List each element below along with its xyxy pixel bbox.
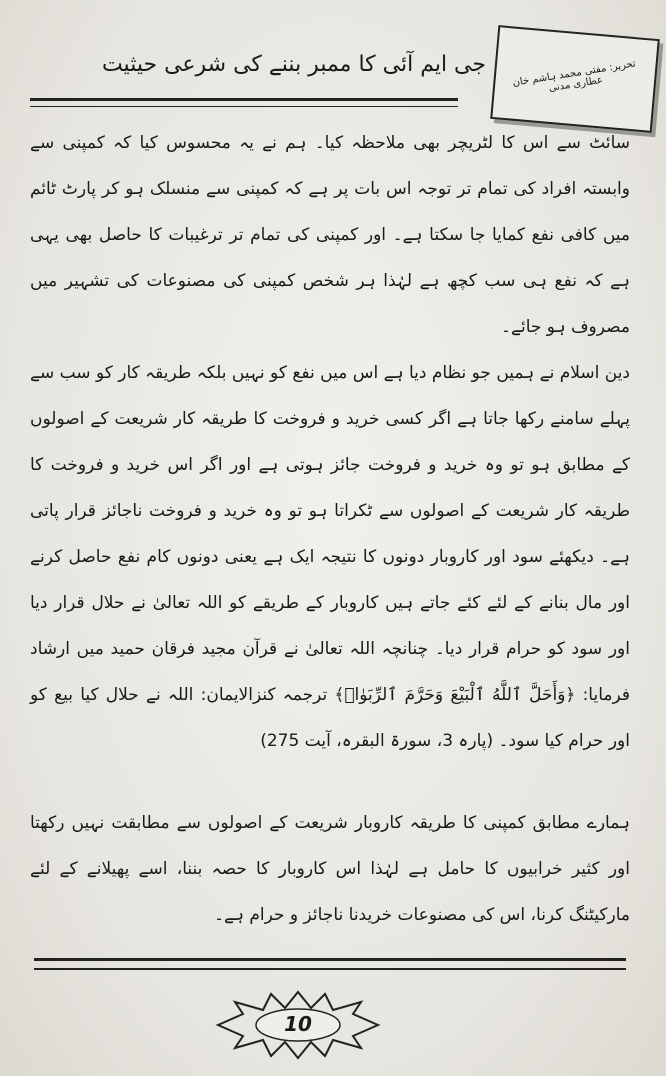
paragraph: سائٹ سے اس کا لٹریچر بھی ملاحظہ کیا۔ ہم نے یہ محسوس کیا کہ کمپنی سے وابستہ افراد کی تمام تر توجہ اس بات پر ہے کہ کمپنی سے منسلک ہو کر پارٹ ٹائم میں کافی نفع کمایا جا سکتا ہے۔ اور کمپنی کی تمام تر ترغیبات کا حاصل بھی یہی ہے کہ نفع ہی سب کچھ ہے لہٰذا ہر شخص کمپنی کی مصنوعات کی تشہیر میں مصروف ہو جائے۔ [30,133,630,337]
running-title: جی ایم آئی کا ممبر بننے کی شرعی حیثیت [101,52,486,77]
paragraph: دین اسلام نے ہمیں جو نظام دیا ہے اس میں نفع کو نہیں بلکہ طریقہ کار کو سب سے پہلے سامنے رکھا جاتا ہے اگر کسی خرید و فروخت کا طریقہ کار شریعت کے اصولوں کے مطابق ہو تو وہ خرید و فروخت جائز ہوتی ہے اور اگر اس خرید و فروخت کا طریقہ کار شریعت کے اصولوں سے ٹکراتا ہو تو وہ خرید و فروخت ناجائز قرار پاتی ہے۔ دیکھئے سود اور کاروبار دونوں کا نتیجہ ایک ہے یعنی دونوں کام نفع حاصل کرنے اور مال بنانے کے لئے کئے جاتے ہیں کاروبار کے طریقے کو اللہ تعالیٰ نے حلال قرار دیا اور سود کو حرام قرار دیا۔ چنانچہ اللہ تعالیٰ نے قرآن مجید فرقان حمید میں ارشاد فرمایا: ﴿وَأَحَلَّ ٱللَّهُ ٱلْبَيْعَ وَحَرَّمَ ٱلرِّبَوٰا۟﴾ ترجمہ کنزالایمان: اللہ نے حلال کیا بیع کو اور حرام کیا سود۔ (پارہ 3، سورۃ البقرہ، آیت 275) [30,363,630,751]
page-number-ornament [213,990,383,1060]
header-rule [30,98,458,107]
header-box-label: تحریر: مفتی محمد ہاشم خان عطاری مدنی [511,58,637,95]
body-text [30,120,630,764]
conclusion-text [30,800,630,938]
footer-rule [34,958,626,970]
conclusion-paragraph: ہمارے مطابق کمپنی کا طریقہ کاروبار شریعت کے اصولوں سے مطابقت نہیں رکھتا اور کثیر خرابیوں کا حامل ہے لہٰذا اس کاروبار کا حصہ بننا، اسے پھیلانے کے لئے مارکیٹنگ کرنا، اس کی مصنوعات خریدنا ناجائز و حرام ہے۔ [30,813,630,925]
page-number: 10 [284,1012,312,1036]
page-header [28,14,656,106]
header-stamp-box [490,25,660,133]
